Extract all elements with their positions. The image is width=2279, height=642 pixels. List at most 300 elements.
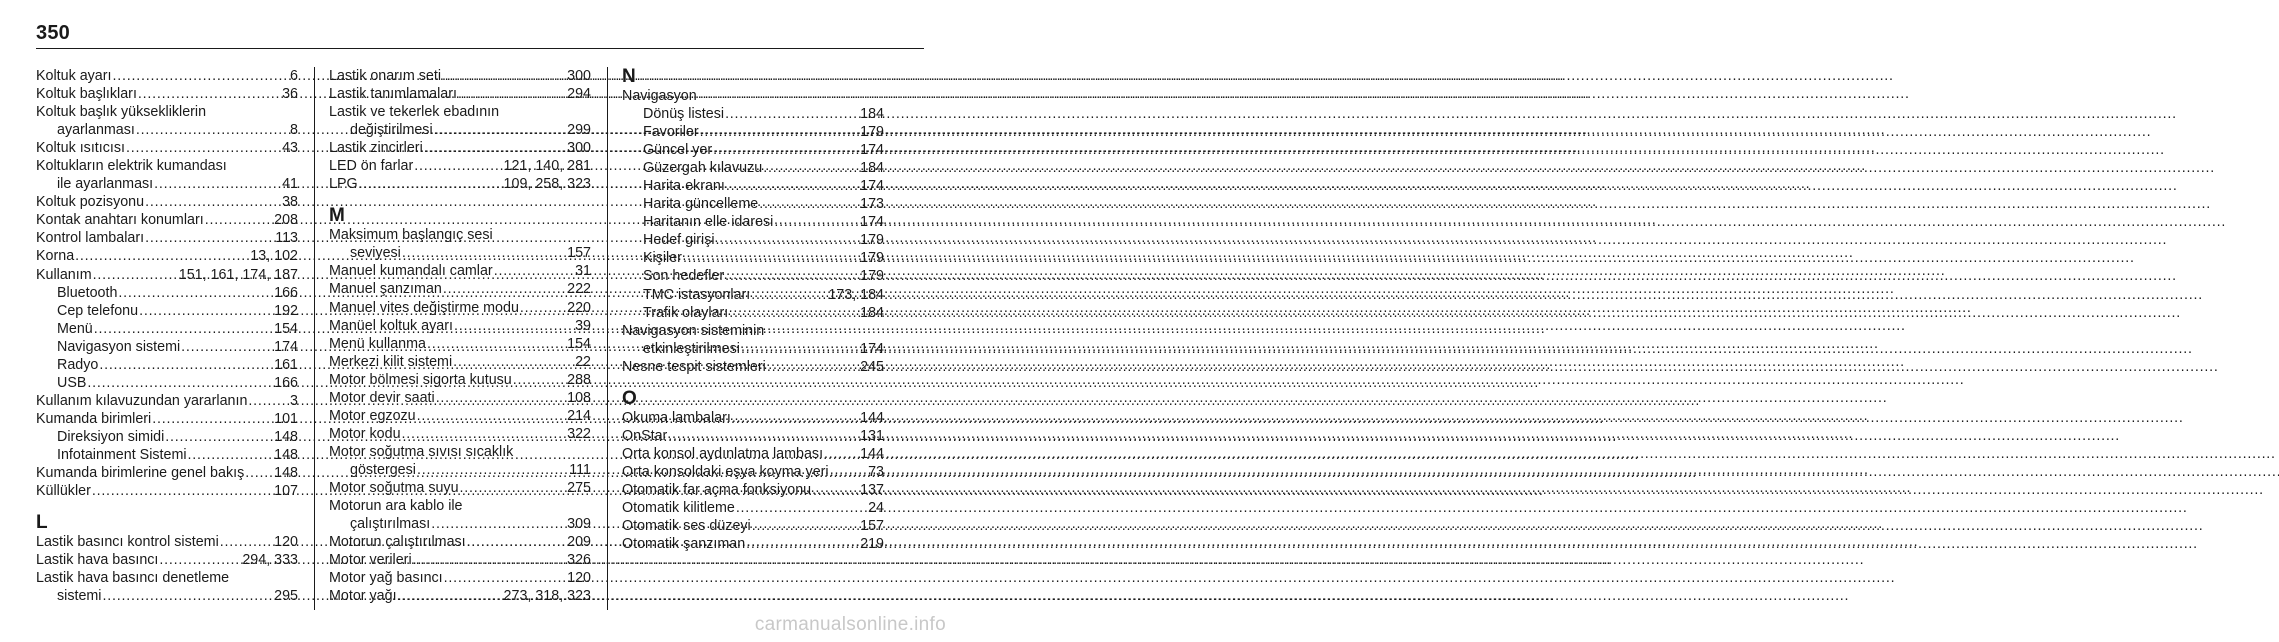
index-term: TMC istasyonları <box>643 286 751 303</box>
index-entry <box>329 533 591 551</box>
index-term: Okuma lambaları <box>622 409 731 426</box>
page-references: 184 <box>860 106 884 123</box>
index-entry <box>329 175 591 193</box>
page-references: 300 <box>567 140 591 157</box>
index-term: Kumanda birimlerine genel bakış <box>36 465 245 482</box>
index-subentry <box>622 231 884 249</box>
index-entry <box>622 481 884 499</box>
index-term: Lastik zincirleri <box>329 140 423 157</box>
index-term: Motor kodu <box>329 425 401 442</box>
dot-leader <box>830 463 868 481</box>
page-references: 148 <box>274 428 298 445</box>
index-subentry <box>36 175 298 193</box>
index-entry <box>36 139 298 157</box>
index-term: Kontak anahtarı konumları <box>36 212 204 229</box>
index-entry <box>329 299 591 317</box>
index-entry <box>622 463 884 481</box>
page-references: 174 <box>860 142 884 159</box>
page-references: 275 <box>567 479 591 496</box>
dot-leader <box>729 304 859 322</box>
index-entry <box>36 533 298 551</box>
index-term: Manuel kumandalı camlar <box>329 263 493 280</box>
index-heading: Motorun ara kablo ile <box>329 498 463 515</box>
index-term: Manüel koltuk ayarı <box>329 317 453 334</box>
index-term: Harita ekranı <box>643 178 725 195</box>
dot-leader <box>700 123 860 141</box>
page-references: 157 <box>860 518 884 535</box>
index-term: Otomatik şanzıman <box>622 536 746 553</box>
dot-leader <box>126 139 281 157</box>
dot-leader <box>92 482 273 500</box>
dot-leader <box>136 121 289 139</box>
dot-leader <box>751 286 827 304</box>
index-term: değiştirilmesi <box>350 122 433 139</box>
dot-leader <box>102 587 273 605</box>
page-references: 184 <box>860 160 884 177</box>
page-references: 154 <box>567 335 591 352</box>
dot-leader <box>668 427 859 445</box>
page-references: 184 <box>860 304 884 321</box>
page-references: 148 <box>274 465 298 482</box>
index-entry <box>329 569 591 587</box>
index-term: Radyo <box>57 356 99 373</box>
dot-leader <box>139 302 273 320</box>
page-references: 174 <box>860 340 884 357</box>
dot-leader <box>494 262 574 280</box>
dot-leader <box>741 340 859 358</box>
dot-leader <box>713 141 859 159</box>
index-term: Menü kullanma <box>329 335 426 352</box>
index-term: Motor bölmesi sigorta kutusu <box>329 371 512 388</box>
index-heading: Koltuk başlık yüksekliklerin <box>36 104 207 121</box>
page-references: 214 <box>567 407 591 424</box>
index-subentry <box>622 213 884 231</box>
index-column-1 <box>36 67 298 605</box>
page-references: 113 <box>275 230 298 247</box>
dot-leader <box>725 105 859 123</box>
index-term: Kullanım kılavuzundan yararlanın <box>36 392 248 409</box>
index-entry <box>329 407 591 425</box>
index-subentry <box>36 121 298 139</box>
page-references: 154 <box>274 320 298 337</box>
page-references: 13, 102 <box>250 248 298 265</box>
dot-leader <box>732 409 859 427</box>
page-references: 294, 333 <box>242 552 298 569</box>
index-entry <box>622 517 884 535</box>
page-references: 161 <box>274 356 298 373</box>
dot-leader <box>402 244 566 262</box>
index-term: Küllükler <box>36 483 91 500</box>
page-references: 174 <box>860 214 884 231</box>
dot-leader <box>467 533 566 551</box>
index-term: Orta konsol aydınlatma lambası <box>622 445 824 462</box>
index-entry <box>36 482 298 500</box>
index-entry <box>329 335 591 353</box>
dot-leader <box>683 249 859 267</box>
index-subentry <box>622 177 884 195</box>
page-references: 174 <box>860 178 884 195</box>
index-entry <box>329 389 591 407</box>
index-term: Orta konsoldaki eşya koyma yeri <box>622 463 829 480</box>
index-subentry <box>36 587 298 605</box>
dot-leader <box>417 407 567 425</box>
dot-leader <box>248 392 289 410</box>
index-entry <box>622 499 884 517</box>
index-entry <box>622 358 884 376</box>
dot-leader <box>181 338 273 356</box>
page-references: 3 <box>290 392 298 409</box>
page-references: 24 <box>868 499 884 516</box>
page-references: 111 <box>569 461 591 478</box>
page-references: 107 <box>274 483 298 500</box>
index-entry <box>36 464 298 482</box>
index-term: çalıştırılması <box>350 516 431 533</box>
page-references: 120 <box>567 570 591 587</box>
index-entry <box>36 211 298 229</box>
dot-leader <box>436 389 566 407</box>
index-term: Infotainment Sistemi <box>57 446 187 463</box>
index-term: Motor devir saati <box>329 389 435 406</box>
index-term: Direksiyon simidi <box>57 428 165 445</box>
index-term: Güncel yer <box>643 142 713 159</box>
index-subentry <box>329 461 591 479</box>
index-subentry <box>622 267 884 285</box>
index-term: LED ön farlar <box>329 158 414 175</box>
index-term: Lastik tanımlamaları <box>329 86 457 103</box>
dot-leader <box>220 533 273 551</box>
index-subentry <box>36 302 298 320</box>
dot-leader <box>93 266 178 284</box>
index-term: LPG <box>329 176 358 193</box>
index-entry <box>36 67 298 85</box>
index-entry <box>329 425 591 443</box>
dot-leader <box>442 67 566 85</box>
dot-leader <box>774 213 859 231</box>
page-references: 220 <box>567 299 591 316</box>
dot-leader <box>434 121 567 139</box>
dot-leader <box>736 499 867 517</box>
dot-leader <box>188 446 274 464</box>
index-term: ile ayarlanması <box>57 176 154 193</box>
page-references: 148 <box>274 446 298 463</box>
dot-leader <box>716 231 860 249</box>
page-references: 295 <box>274 588 298 605</box>
index-entry <box>329 157 591 175</box>
page-references: 108 <box>567 389 591 406</box>
page-references: 38 <box>282 194 298 211</box>
dot-leader <box>443 280 566 298</box>
dot-leader <box>460 479 567 497</box>
page-references: 6 <box>290 68 298 84</box>
page-references: 36 <box>282 86 298 103</box>
index-term: Motor soğutma suyu <box>329 479 459 496</box>
dot-leader <box>726 177 859 195</box>
page-references: 179 <box>860 250 884 267</box>
page-number: 350 <box>36 22 70 44</box>
dot-leader <box>513 371 566 389</box>
index-heading: Koltukların elektrik kumandası <box>36 158 227 175</box>
page-references: 326 <box>567 552 591 569</box>
index-entry <box>36 551 298 569</box>
dot-leader <box>414 157 502 175</box>
page-references: 209 <box>567 534 591 551</box>
dot-leader <box>398 587 503 605</box>
dot-leader <box>427 335 566 353</box>
index-subentry <box>622 340 884 358</box>
index-term: Manuel şanzıman <box>329 281 442 298</box>
index-entry <box>622 445 884 463</box>
index-term: göstergesi <box>350 461 416 478</box>
index-entry <box>329 262 591 280</box>
index-subentry <box>36 446 298 464</box>
section-letter: O <box>622 387 637 409</box>
dot-leader <box>99 356 273 374</box>
index-term: Harita güncelleme <box>643 196 759 213</box>
page-references: 245 <box>860 358 884 375</box>
page-references: 22 <box>575 353 591 370</box>
index-term: Merkezi kilit sistemi <box>329 353 453 370</box>
page-references: 144 <box>860 445 884 462</box>
section-letter: M <box>329 205 345 227</box>
column-divider-2 <box>607 67 608 610</box>
page-references: 166 <box>274 374 298 391</box>
page-references: 166 <box>274 284 298 301</box>
index-subentry <box>622 123 884 141</box>
page-references: 101 <box>274 410 298 427</box>
dot-leader <box>154 175 281 193</box>
page-references: 208 <box>274 212 298 229</box>
index-subentry <box>622 195 884 213</box>
index-term: Koltuk başlıkları <box>36 86 137 103</box>
index-term: OnStar <box>622 427 668 444</box>
dot-leader <box>205 211 273 229</box>
dot-leader <box>759 195 859 213</box>
index-subentry <box>329 515 591 533</box>
dot-leader <box>458 85 566 103</box>
index-term: Lastik hava basıncı <box>36 552 159 569</box>
index-term: Otomatik far açma fonksiyonu <box>622 481 812 498</box>
page-references: 131 <box>860 427 884 444</box>
dot-leader <box>87 374 273 392</box>
dot-leader <box>520 299 566 317</box>
dot-leader <box>359 175 503 193</box>
dot-leader <box>413 551 567 569</box>
index-term: Motor egzozu <box>329 407 416 424</box>
index-entry <box>329 371 591 389</box>
dot-leader <box>113 67 290 85</box>
index-entry <box>329 353 591 371</box>
index-subentry <box>622 159 884 177</box>
index-term: Trafik olayları <box>643 304 729 321</box>
index-term: Koltuk ısıtıcısı <box>36 140 125 157</box>
index-term: Kontrol lambaları <box>36 230 145 247</box>
index-entry <box>36 247 298 265</box>
index-term: Bluetooth <box>57 284 118 301</box>
dot-leader <box>752 517 859 535</box>
dot-leader <box>824 445 859 463</box>
index-heading: Lastik hava basıncı denetleme <box>36 570 230 587</box>
index-term: Motor yağı <box>329 588 397 605</box>
index-entry <box>329 85 591 103</box>
index-term: Son hedefler <box>643 268 725 285</box>
page-references: 151, 161, 174, 187 <box>178 266 298 283</box>
index-subentry <box>36 356 298 374</box>
index-entry <box>329 67 591 85</box>
index-term: Navigasyon sistemi <box>57 338 181 355</box>
page-references: 174 <box>274 338 298 355</box>
index-term: sistemi <box>57 588 102 605</box>
dot-leader <box>145 229 274 247</box>
index-subentry <box>622 249 884 267</box>
page-references: 219 <box>860 536 884 553</box>
page-references: 300 <box>567 68 591 84</box>
index-term: Kumanda birimleri <box>36 410 152 427</box>
index-term: Nesne tespit sistemleri <box>622 358 766 375</box>
index-term: Cep telefonu <box>57 302 139 319</box>
index-subentry <box>36 374 298 392</box>
index-term: Motor verileri <box>329 552 412 569</box>
page-references: 299 <box>567 122 591 139</box>
page-references: 39 <box>575 317 591 334</box>
dot-leader <box>94 320 273 338</box>
index-column-3 <box>622 67 884 553</box>
dot-leader <box>454 317 574 335</box>
index-subentry <box>622 286 884 304</box>
section-letter: L <box>36 512 48 534</box>
dot-leader <box>453 353 574 371</box>
index-term: Güzergah kılavuzu <box>643 160 763 177</box>
dot-leader <box>431 515 566 533</box>
column-divider-1 <box>314 67 315 610</box>
watermark: carmanualsonline.info <box>754 614 946 635</box>
index-entry <box>36 193 298 211</box>
index-heading: Maksimum başlangıç sesi <box>329 227 493 244</box>
page-references: 173 <box>860 196 884 213</box>
index-entry <box>329 587 591 605</box>
index-term: Hedef girişi <box>643 232 715 249</box>
index-entry <box>329 280 591 298</box>
index-term: Koltuk ayarı <box>36 68 112 84</box>
index-subentry <box>329 121 591 139</box>
index-column-2 <box>329 67 591 605</box>
page-references: 73 <box>868 463 884 480</box>
index-entry <box>622 427 884 445</box>
index-term: USB <box>57 374 87 391</box>
index-term: Haritanın elle idaresi <box>643 214 774 231</box>
dot-leader <box>118 284 273 302</box>
index-entry <box>329 551 591 569</box>
page-references: 121, 140, 281 <box>503 158 591 175</box>
index-term: Motorun çalıştırılması <box>329 534 466 551</box>
dot-leader <box>145 193 281 211</box>
index-subentry <box>36 338 298 356</box>
dot-leader <box>417 461 568 479</box>
index-entry <box>622 409 884 427</box>
dot-leader <box>746 535 859 553</box>
index-subentry <box>622 105 884 123</box>
index-entry <box>36 392 298 410</box>
index-entry <box>36 410 298 428</box>
index-heading: Navigasyon sisteminin <box>622 322 765 339</box>
index-entry <box>36 266 298 284</box>
page-references: 120 <box>274 534 298 551</box>
index-entry <box>329 479 591 497</box>
dot-leader <box>245 464 273 482</box>
page-references: 137 <box>860 481 884 498</box>
index-entry <box>36 85 298 103</box>
index-term: etkinleştirilmesi <box>643 340 740 357</box>
page-references: 192 <box>274 302 298 319</box>
index-term: Favoriler <box>643 124 699 141</box>
dot-leader <box>725 267 859 285</box>
index-term: Manuel vites değiştirme modu <box>329 299 519 316</box>
page-references: 322 <box>567 425 591 442</box>
index-term: Kullanım <box>36 266 92 283</box>
index-term: Lastik onarım seti <box>329 68 442 84</box>
page-references: 179 <box>860 232 884 249</box>
page-references: 222 <box>567 281 591 298</box>
page-references: 31 <box>575 263 591 280</box>
index-entry <box>36 229 298 247</box>
header-rule <box>36 48 924 49</box>
dot-leader <box>152 410 273 428</box>
index-term: Korna <box>36 248 75 265</box>
dot-leader <box>767 358 859 376</box>
index-subentry <box>36 320 298 338</box>
index-entry <box>329 139 591 157</box>
page-references: 43 <box>282 140 298 157</box>
dot-leader <box>763 159 859 177</box>
index-subentry <box>329 244 591 262</box>
section-letter: N <box>622 66 636 87</box>
index-term: Otomatik kilitleme <box>622 499 735 516</box>
page-references: 109, 258, 323 <box>503 176 591 193</box>
page-references: 288 <box>567 371 591 388</box>
index-subentry <box>36 428 298 446</box>
dot-leader <box>165 428 273 446</box>
page-references: 144 <box>860 409 884 426</box>
dot-leader <box>138 85 281 103</box>
index-subentry <box>622 304 884 322</box>
page-references: 179 <box>860 268 884 285</box>
index-term: Lastik basıncı kontrol sistemi <box>36 534 219 551</box>
page-references: 41 <box>282 176 298 193</box>
index-subentry <box>36 284 298 302</box>
page-references: 179 <box>860 124 884 141</box>
dot-leader <box>424 139 566 157</box>
page-references: 294 <box>567 86 591 103</box>
dot-leader <box>812 481 859 499</box>
index-term: Dönüş listesi <box>643 106 725 123</box>
index-heading: Navigasyon <box>622 88 697 104</box>
index-heading: Lastik ve tekerlek ebadının <box>329 104 500 121</box>
page-references: 273, 318, 323 <box>503 588 591 605</box>
dot-leader <box>444 569 567 587</box>
index-term: Motor yağ basıncı <box>329 570 443 587</box>
index-term: ayarlanması <box>57 122 135 139</box>
index-term: Koltuk pozisyonu <box>36 194 145 211</box>
dot-leader <box>159 551 241 569</box>
index-term: seviyesi <box>350 245 401 262</box>
dot-leader <box>75 247 249 265</box>
dot-leader <box>402 425 567 443</box>
page-references: 157 <box>567 245 591 262</box>
index-term: Kişiler <box>643 250 682 267</box>
index-term: Menü <box>57 320 93 337</box>
index-heading: Motor soğutma sıvısı sıcaklık <box>329 443 514 460</box>
index-entry <box>329 317 591 335</box>
page-references: 8 <box>290 122 298 139</box>
